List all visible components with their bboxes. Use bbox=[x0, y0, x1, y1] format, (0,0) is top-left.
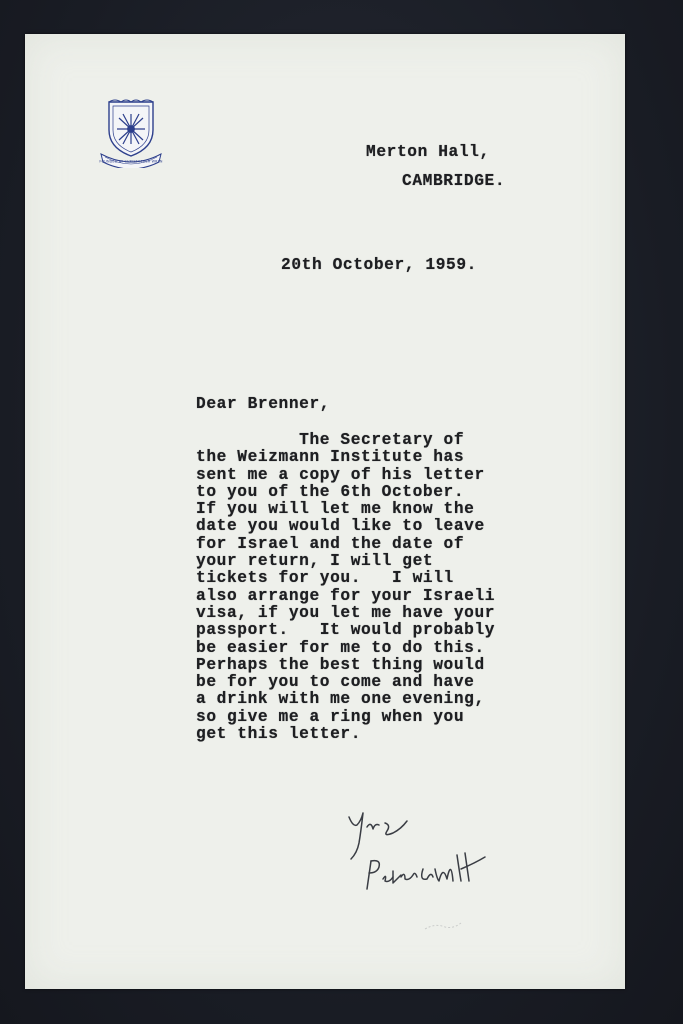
body-line: for Israel and the date of bbox=[196, 534, 465, 553]
address-line-2: CAMBRIDGE. bbox=[402, 172, 506, 190]
body-line: be easier for me to do this. bbox=[196, 638, 485, 657]
address-line-1: Merton Hall, bbox=[366, 143, 490, 161]
body-line: the Weizmann Institute has bbox=[196, 448, 465, 467]
body-line: get this letter. bbox=[196, 725, 362, 744]
body-line: The Secretary of bbox=[196, 431, 465, 449]
faint-pencil-mark bbox=[423, 919, 463, 933]
body-line: sent me a copy of his letter bbox=[196, 465, 485, 484]
body-line: your return, I will get bbox=[196, 552, 434, 571]
handwritten-signature bbox=[335, 809, 495, 899]
body-line: be for you to come and have bbox=[196, 673, 475, 692]
body-line: so give me a ring when you bbox=[196, 707, 465, 726]
body-line: also arrange for your Israeli bbox=[196, 586, 496, 605]
body-line: date you would like to leave bbox=[196, 517, 485, 536]
college-crest-icon bbox=[99, 96, 163, 168]
body-line: If you will let me know the bbox=[196, 500, 475, 519]
body-line: a drink with me one evening, bbox=[196, 690, 485, 709]
body-line: passport. It would probably bbox=[196, 621, 496, 640]
crest-motto: FOUNDED BY CHRISTOPHER WREN bbox=[99, 159, 163, 164]
letter-body bbox=[196, 432, 495, 743]
body-line: tickets for you. I will bbox=[196, 569, 454, 588]
letter-page bbox=[25, 34, 625, 989]
salutation: Dear Brenner, bbox=[196, 395, 331, 413]
body-line: visa, if you let me have your bbox=[196, 603, 496, 622]
body-line: Perhaps the best thing would bbox=[196, 655, 485, 674]
body-line: to you of the 6th October. bbox=[196, 482, 465, 501]
letter-date: 20th October, 1959. bbox=[281, 256, 477, 274]
